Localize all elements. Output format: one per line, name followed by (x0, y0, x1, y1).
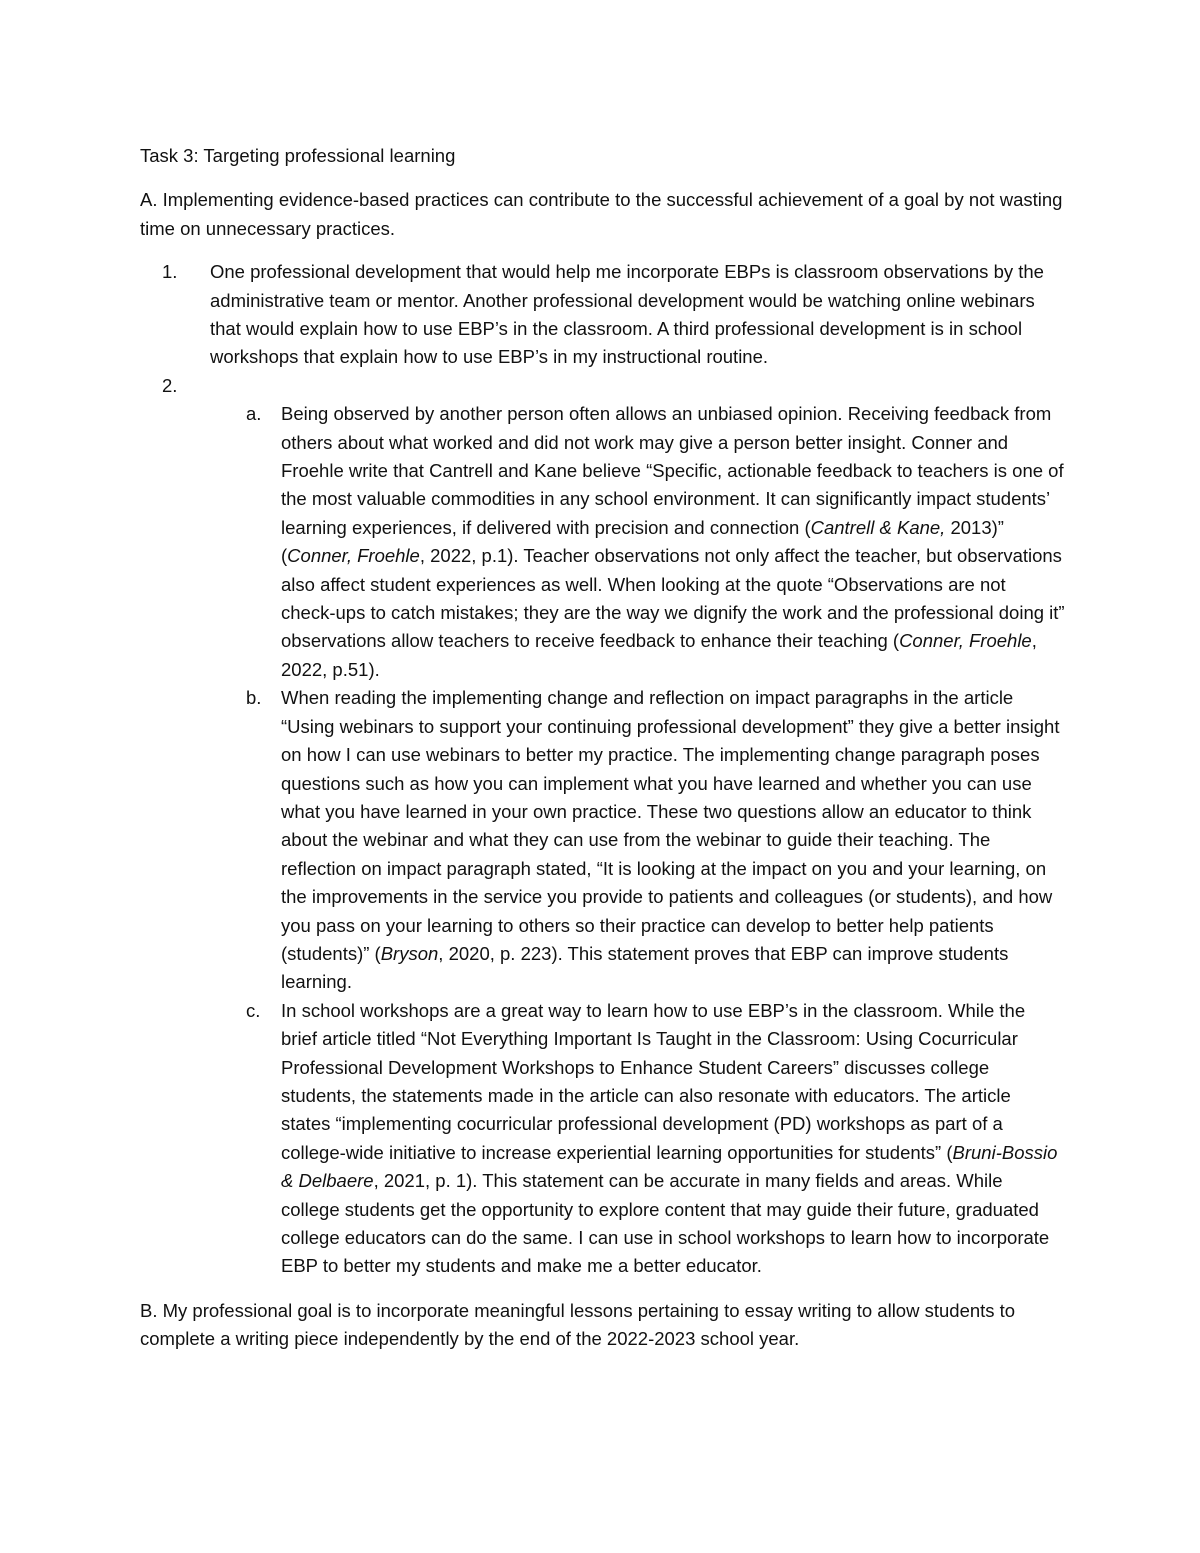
list-letter-b: b. (246, 687, 262, 709)
item-2a-text-3: , 2022, p.1). Teacher observations not only affect the teacher, but observations also affect student experiences as well. When looking at the quote “Observations are not check-ups to catch mistakes; they are the way we dignify the work and the professional doing it” observations allow teachers to receive feedback to enhance their teaching ( (281, 545, 1065, 652)
item-2b-citation-1: Bryson (380, 942, 439, 964)
item-2c-text-1: In school workshops are a great way to learn how to use EBP’s in the classroom. While the brief article titled “Not Everything Important Is Taught in the Classroom: Using Cocurricular Professional Development Workshops to Enhance Student Careers” discusses college students, the statements made in the article can also resonate with educators. The article states “implementing cocurricular professional development (PD) workshops as part of a college-wide initiative to increase experiential learning opportunities for students” ( (281, 999, 1026, 1163)
list-item-2c (210, 997, 1065, 1281)
list-item-2-marker-line (140, 372, 1065, 400)
item-2a-citation-3: Conner, Froehle (899, 630, 1032, 652)
item-2c-citation-1: Bruni-Bossio & Delbaere (281, 1141, 1058, 1192)
document-page (140, 142, 1065, 1369)
item-2a-text-1: Being observed by another person often allows an unbiased opinion. Receiving feedback from others about what worked and did not work may give a person better insight. Conner and Froehle write that Cantrell and Kane believe “Specific, actionable feedback to teachers is one of the most valuable commodities in any school environment. It can significantly impact students’ learning experiences, if delivered with precision and connection ( (281, 403, 1064, 538)
numbered-list (140, 258, 1065, 1281)
item-2a-text-4: , 2022, p.51). (281, 630, 1037, 680)
document-title: Task 3: Targeting professional learning (140, 145, 456, 166)
list-number-1: 1. (162, 261, 178, 283)
list-item-2a (210, 400, 1065, 684)
section-b-paragraph: B. My professional goal is to incorporate meaningful lessons pertaining to essay writing to allow students to complete a writing piece independently by the end of the 2022-2023 school year. (140, 1299, 1016, 1350)
list-number-2: 2. (162, 374, 178, 396)
item-2a-text-2: 2013)” ( (281, 516, 1004, 567)
item-2b-text-2: , 2020, p. 223). This statement proves that EBP can improve students learning. (281, 942, 1009, 993)
section-a-paragraph: A. Implementing evidence-based practices can contribute to the successful achievement of a goal by not wasting time on unnecessary practices. (140, 189, 1063, 239)
lettered-list (140, 400, 1065, 1281)
item-2a-citation-1: Cantrell & Kane, (810, 516, 946, 538)
item-2a-citation-2: Conner, Froehle (287, 545, 420, 567)
list-item-1-text: One professional development that would help me incorporate EBPs is classroom observations by the administrative team or mentor. Another professional development would be watching online webinars that would explain how to use EBP’s in the classroom. A third professional development is in school workshops that explain how to use EBP’s in my instructional routine. (210, 261, 1044, 368)
list-item-1 (140, 258, 1065, 372)
item-2c-text-2: , 2021, p. 1). This statement can be accurate in many fields and areas. While college students get the opportunity to explore content that may guide their future, graduated college educators can do the same. I can use in school workshops to learn how to incorporate EBP to better my students and make me a better educator. (281, 1170, 1050, 1277)
list-item-2 (140, 372, 1065, 1281)
list-letter-a: a. (246, 403, 262, 425)
item-2b-text-1: When reading the implementing change and reflection on impact paragraphs in the article “Using webinars to support your continuing professional development” they give a better insight on how I can use webinars to better my practice. The implementing change paragraph poses questions such as how you can implement what you have learned and whether you can use what you have learned in your own practice. These two questions allow an educator to think about the webinar and what they can use from the webinar to guide their teaching. The reflection on impact paragraph stated, “It is looking at the impact on you and your learning, on the improvements in the service you provide to patients and colleagues (or students), and how you pass on your learning to others so their practice can develop to better help patients (students)” ( (281, 687, 1060, 964)
list-item-2b (210, 684, 1065, 996)
list-letter-c: c. (246, 999, 261, 1021)
